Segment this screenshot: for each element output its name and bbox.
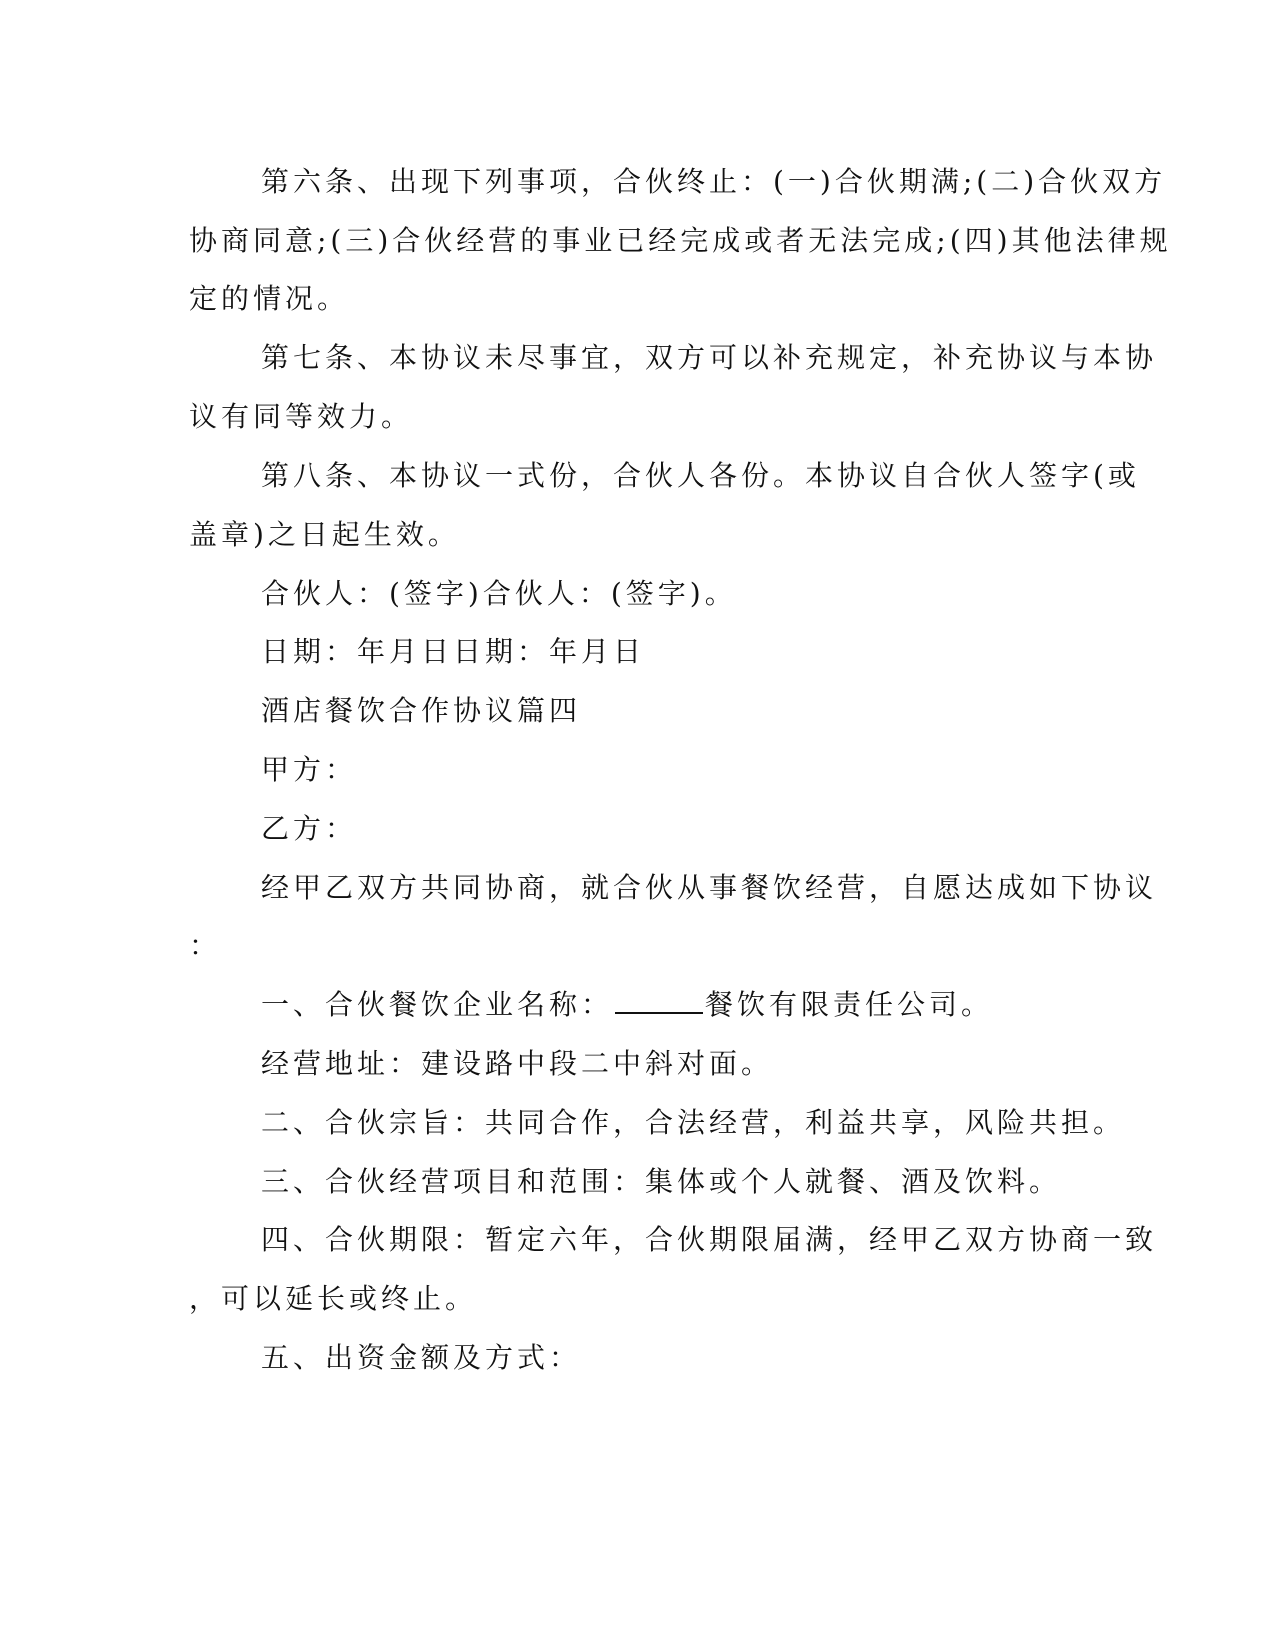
- paragraph-article-7-line-1: 第七条、本协议未尽事宜，双方可以补充规定，补充协议与本协: [261, 341, 1158, 374]
- paragraph-article-8-line-1: 第八条、本协议一式份，合伙人各份。本协议自合伙人签字(或: [261, 459, 1140, 492]
- party-a-label: 甲方：: [261, 753, 358, 786]
- capital-contribution-clause: 五、出资金额及方式：: [261, 1341, 582, 1374]
- company-name-clause: [261, 985, 993, 1025]
- party-b-label: 乙方：: [261, 812, 358, 845]
- paragraph-article-6-line-1: 第六条、出现下列事项，合伙终止：(一)合伙期满;(二)合伙双方: [261, 165, 1167, 198]
- company-name-blank: [615, 986, 703, 1014]
- company-name-suffix: 餐饮有限责任公司。: [705, 988, 994, 1021]
- business-address-clause: 经营地址：建设路中段二中斜对面。: [261, 1047, 774, 1080]
- business-scope-clause: 三、合伙经营项目和范围：集体或个人就餐、酒及饮料。: [261, 1165, 1062, 1198]
- agreement-intro-line-2: ：: [189, 929, 222, 962]
- signature-line: 合伙人：(签字)合伙人：(签字)。: [261, 577, 737, 610]
- partnership-term-line-2: ，可以延长或终止。: [189, 1282, 478, 1315]
- date-line: 日期：年月日日期：年月日: [261, 635, 646, 668]
- paragraph-article-6-line-2: 协商同意;(三)合伙经营的事业已经完成或者无法完成;(四)其他法律规: [189, 224, 1172, 257]
- agreement-intro-line-1: 经甲乙双方共同协商，就合伙从事餐饮经营，自愿达成如下协议: [261, 871, 1158, 904]
- partnership-purpose-clause: 二、合伙宗旨：共同合作，合法经营，利益共享，风险共担。: [261, 1106, 1126, 1139]
- company-name-prefix: 一、合伙餐饮企业名称：: [261, 988, 614, 1021]
- paragraph-article-7-line-2: 议有同等效力。: [189, 400, 414, 433]
- section-heading: 酒店餐饮合作协议篇四: [261, 694, 582, 727]
- paragraph-article-8-line-2: 盖章)之日起生效。: [189, 518, 460, 551]
- partnership-term-line-1: 四、合伙期限：暂定六年，合伙期限届满，经甲乙双方协商一致: [261, 1223, 1158, 1256]
- paragraph-article-6-line-3: 定的情况。: [189, 282, 350, 315]
